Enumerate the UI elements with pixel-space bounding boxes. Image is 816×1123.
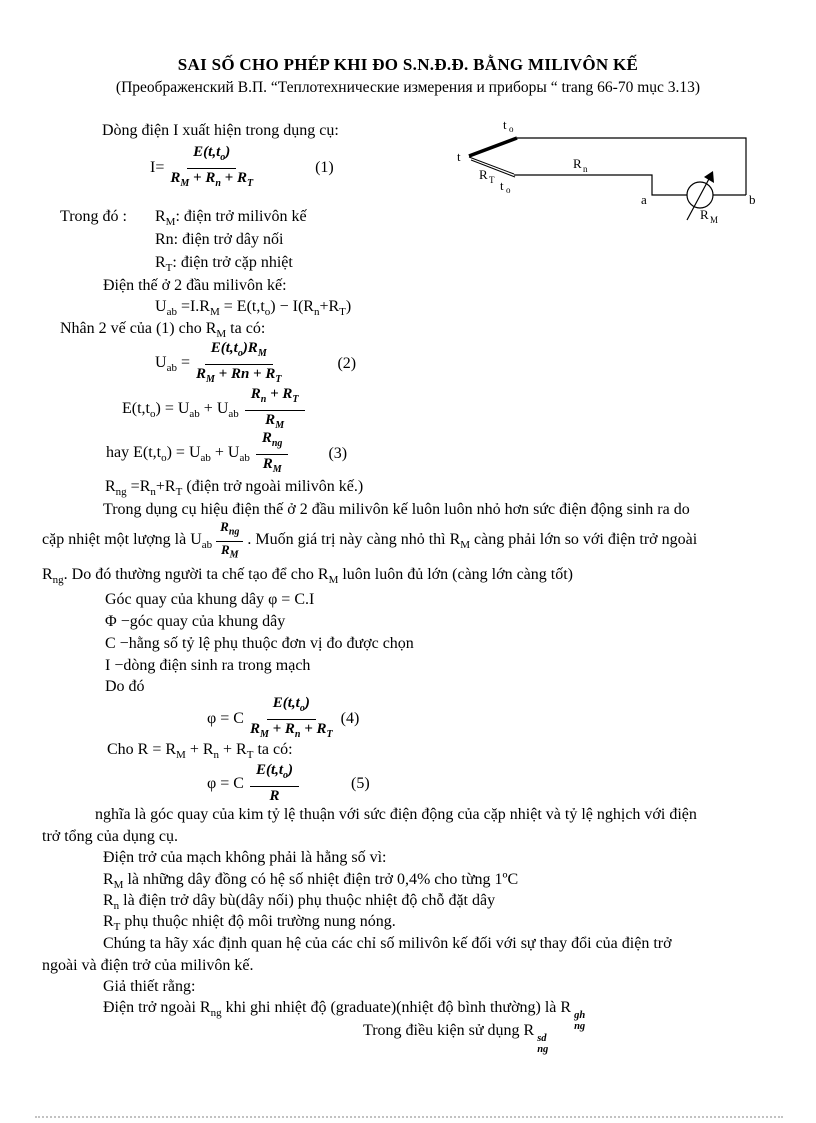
equation-3-number: (3): [328, 445, 348, 462]
equation-expansion: [122, 385, 305, 435]
fraction-denominator: $R_M$: [220, 541, 239, 561]
paragraph-dien-the: Điện thế ở 2 đầu milivôn kế:: [103, 277, 287, 294]
label-cold-junction-bottom: t: [500, 178, 504, 193]
fraction-numerator: $E(t,t_o)$: [187, 143, 236, 169]
equation-expansion-lhs: $E(t,t_o) = U_{ab} + U_{ab}$: [122, 399, 239, 421]
thermocouple-wire-thin-1: [469, 157, 514, 174]
where-item-rt: $R_T$: điện trở cặp nhiệt: [155, 254, 293, 275]
paragraph-trong-dung-cu: Trong dụng cụ hiệu điện thế ở 2 đầu milivôn kế luôn luôn nhỏ hơn sức điện động sinh ra do: [103, 501, 690, 518]
meter-needle-arrowhead: [704, 171, 714, 183]
fraction-numerator: $E(t,t_o)R_M$: [205, 339, 273, 365]
paragraph-rng-2: $R_{ng}$. Do đó thường người ta chế tạo để cho $R_M$ luôn luôn đủ lớn (càng lớn càng tốt): [42, 566, 573, 587]
top-wire: [517, 138, 746, 195]
label-terminal-b: b: [749, 192, 756, 207]
bottom-wire: [514, 175, 687, 195]
fraction-denominator: R: [269, 788, 280, 804]
equation-4-lhs: φ = C: [207, 710, 244, 727]
equation-4: [207, 694, 359, 744]
paragraph-phi: Φ −góc quay của khung dây: [105, 613, 286, 630]
paragraph-goc-quay: Góc quay của khung dây φ = C.I: [105, 591, 315, 608]
equation-5-number: (5): [351, 774, 370, 792]
page-subtitle: (Преображенский В.П. “Теплотехнические измерения и приборы “ trang 66-70 mục 3.13): [115, 79, 701, 96]
paragraph-nhan-2-ve: Nhân 2 vế của (1) cho $R_M$ ta có:: [60, 320, 266, 341]
paragraph-dien-tro-ngoai: Điện trở ngoài $R_{ng}$ khi ghi nhiệt độ (graduate)(nhiệt độ bình thường) là R gh ng: [103, 999, 586, 1033]
label-meter-resistance: R: [700, 207, 709, 222]
paragraph-nghia-1: nghĩa là góc quay của kim tỷ lệ thuận với sức điện động của cặp nhiệt và tỷ lệ nghịch với điện: [95, 806, 697, 823]
equation-uab: $U_{ab} =I.R_M = E(t,t_o) - I(R_n+R_T)$: [155, 298, 352, 319]
paragraph-c-constant: C −hằng số tỷ lệ phụ thuộc đơn vị đo được chọn: [105, 635, 414, 652]
label-cold-junction-top: t: [503, 117, 507, 132]
equation-2-lhs: $U_{ab}$ =: [155, 353, 190, 375]
paragraph-cho-r: Cho $R = R_M + R_n + R_T$ ta có:: [107, 741, 293, 762]
paragraph-chung-ta-1: Chúng ta hãy xác định quan hệ của các chỉ số milivôn kế đối với sự thay đổi của điện trở: [103, 935, 672, 952]
label-hot-junction: t: [457, 149, 461, 164]
paragraph-rt-property: $R_T$ phụ thuộc nhiệt độ môi trường nung nóng.: [103, 913, 396, 934]
fraction: [250, 761, 299, 806]
fraction-numerator: $R_n + R_T$: [245, 385, 305, 411]
paragraph-gia-thiet: Giả thiết rằng:: [103, 978, 196, 995]
paragraph-trong-dieu-kien: Trong điều kiện sử dụng R sd ng: [363, 1022, 549, 1056]
label-meter-resistance-sub: M: [710, 215, 719, 225]
fraction-numerator: $E(t,t_o)$: [250, 761, 299, 787]
fraction-denominator: $R_M + R_n + R_T$: [249, 721, 333, 740]
label-cold-junction-top-sub: o: [509, 124, 514, 134]
equation-4-number: (4): [340, 710, 360, 727]
cap-nhiet-text-pre: cặp nhiệt một lượng là $U_{ab}$: [42, 530, 213, 551]
fraction: [256, 429, 289, 479]
inline-fraction: [216, 519, 243, 562]
fraction-denominator: $R_M$: [265, 412, 285, 431]
fraction: [196, 339, 281, 389]
fraction: [245, 385, 305, 435]
where-item-rn: Rn: điện trở dây nối: [155, 231, 284, 248]
label-lead-resistance: R: [573, 156, 582, 171]
paragraph-cap-nhiet: [42, 519, 697, 562]
circuit-diagram: [446, 113, 816, 233]
equation-3-lhs: hay $E(t,t_o) = U_{ab} + U_{ab}$: [106, 443, 250, 465]
paragraph-rn-property: $R_n$ là điện trở dây bù(dây nối) phụ thuộc nhiệt độ chỗ đặt dây: [103, 892, 496, 913]
label-lead-resistance-sub: n: [583, 164, 588, 174]
fraction-numerator: $E(t,t_o)$: [267, 694, 316, 720]
equation-3: [106, 429, 347, 479]
footer-dotted-line: [35, 1116, 783, 1118]
paragraph-rm-property: $R_M$ là những dây đồng có hệ số nhiệt điện trở 0,4% cho từng 1ºC: [103, 871, 519, 892]
label-thermocouple-resistance-sub: T: [489, 175, 495, 185]
paragraph-intro: Dòng điện I xuất hiện trong dụng cụ:: [102, 122, 339, 139]
page-title: SAI SỐ CHO PHÉP KHI ĐO S.N.Đ.Đ. BẰNG MILIVÔN KẾ: [177, 55, 639, 74]
equation-1: [150, 143, 334, 193]
fraction-numerator: $R_{ng}$: [256, 429, 289, 455]
paragraph-rng-definition: $R_{ng} =R_n+R_T$ (điện trở ngoài milivôn kế.): [105, 478, 364, 499]
fraction-numerator: $R_{ng}$: [216, 519, 243, 542]
fraction-denominator: $R_M + R_n + R_T$: [170, 170, 254, 189]
equation-1-number: (1): [315, 159, 334, 176]
fraction-denominator: $R_M + Rn + R_T$: [195, 366, 282, 385]
paragraph-nghia-2: trở tổng của dụng cụ.: [42, 828, 178, 845]
equation-2-number: (2): [337, 355, 357, 372]
label-cold-junction-bottom-sub: o: [506, 185, 511, 195]
paragraph-dien-tro-mach: Điện trở của mạch không phải là hằng số vì:: [103, 849, 387, 866]
fraction: [250, 694, 333, 744]
equation-1-lhs: I=: [150, 159, 165, 176]
paragraph-do-do: Do đó: [105, 678, 145, 695]
equation-5-lhs: φ = C: [207, 774, 244, 792]
equation-2: [155, 339, 356, 389]
label-terminal-a: a: [641, 192, 647, 207]
fraction: [170, 143, 253, 193]
where-item-rm: $R_M$: điện trở milivôn kế: [155, 208, 307, 229]
paragraph-i-current: I −dòng điện sinh ra trong mạch: [105, 657, 311, 674]
equation-5: [207, 761, 370, 806]
paragraph-chung-ta-2: ngoài và điện trở của milivôn kế.: [42, 957, 254, 974]
where-label: Trong đó :: [60, 208, 127, 225]
fraction-denominator: $R_M$: [262, 456, 282, 475]
thermocouple-wire-thick: [469, 138, 517, 156]
cap-nhiet-text-post: . Muốn giá trị này càng nhỏ thì $R_M$ càng phải lớn so với điện trở ngoài: [247, 530, 698, 551]
label-thermocouple-resistance: R: [479, 167, 488, 182]
